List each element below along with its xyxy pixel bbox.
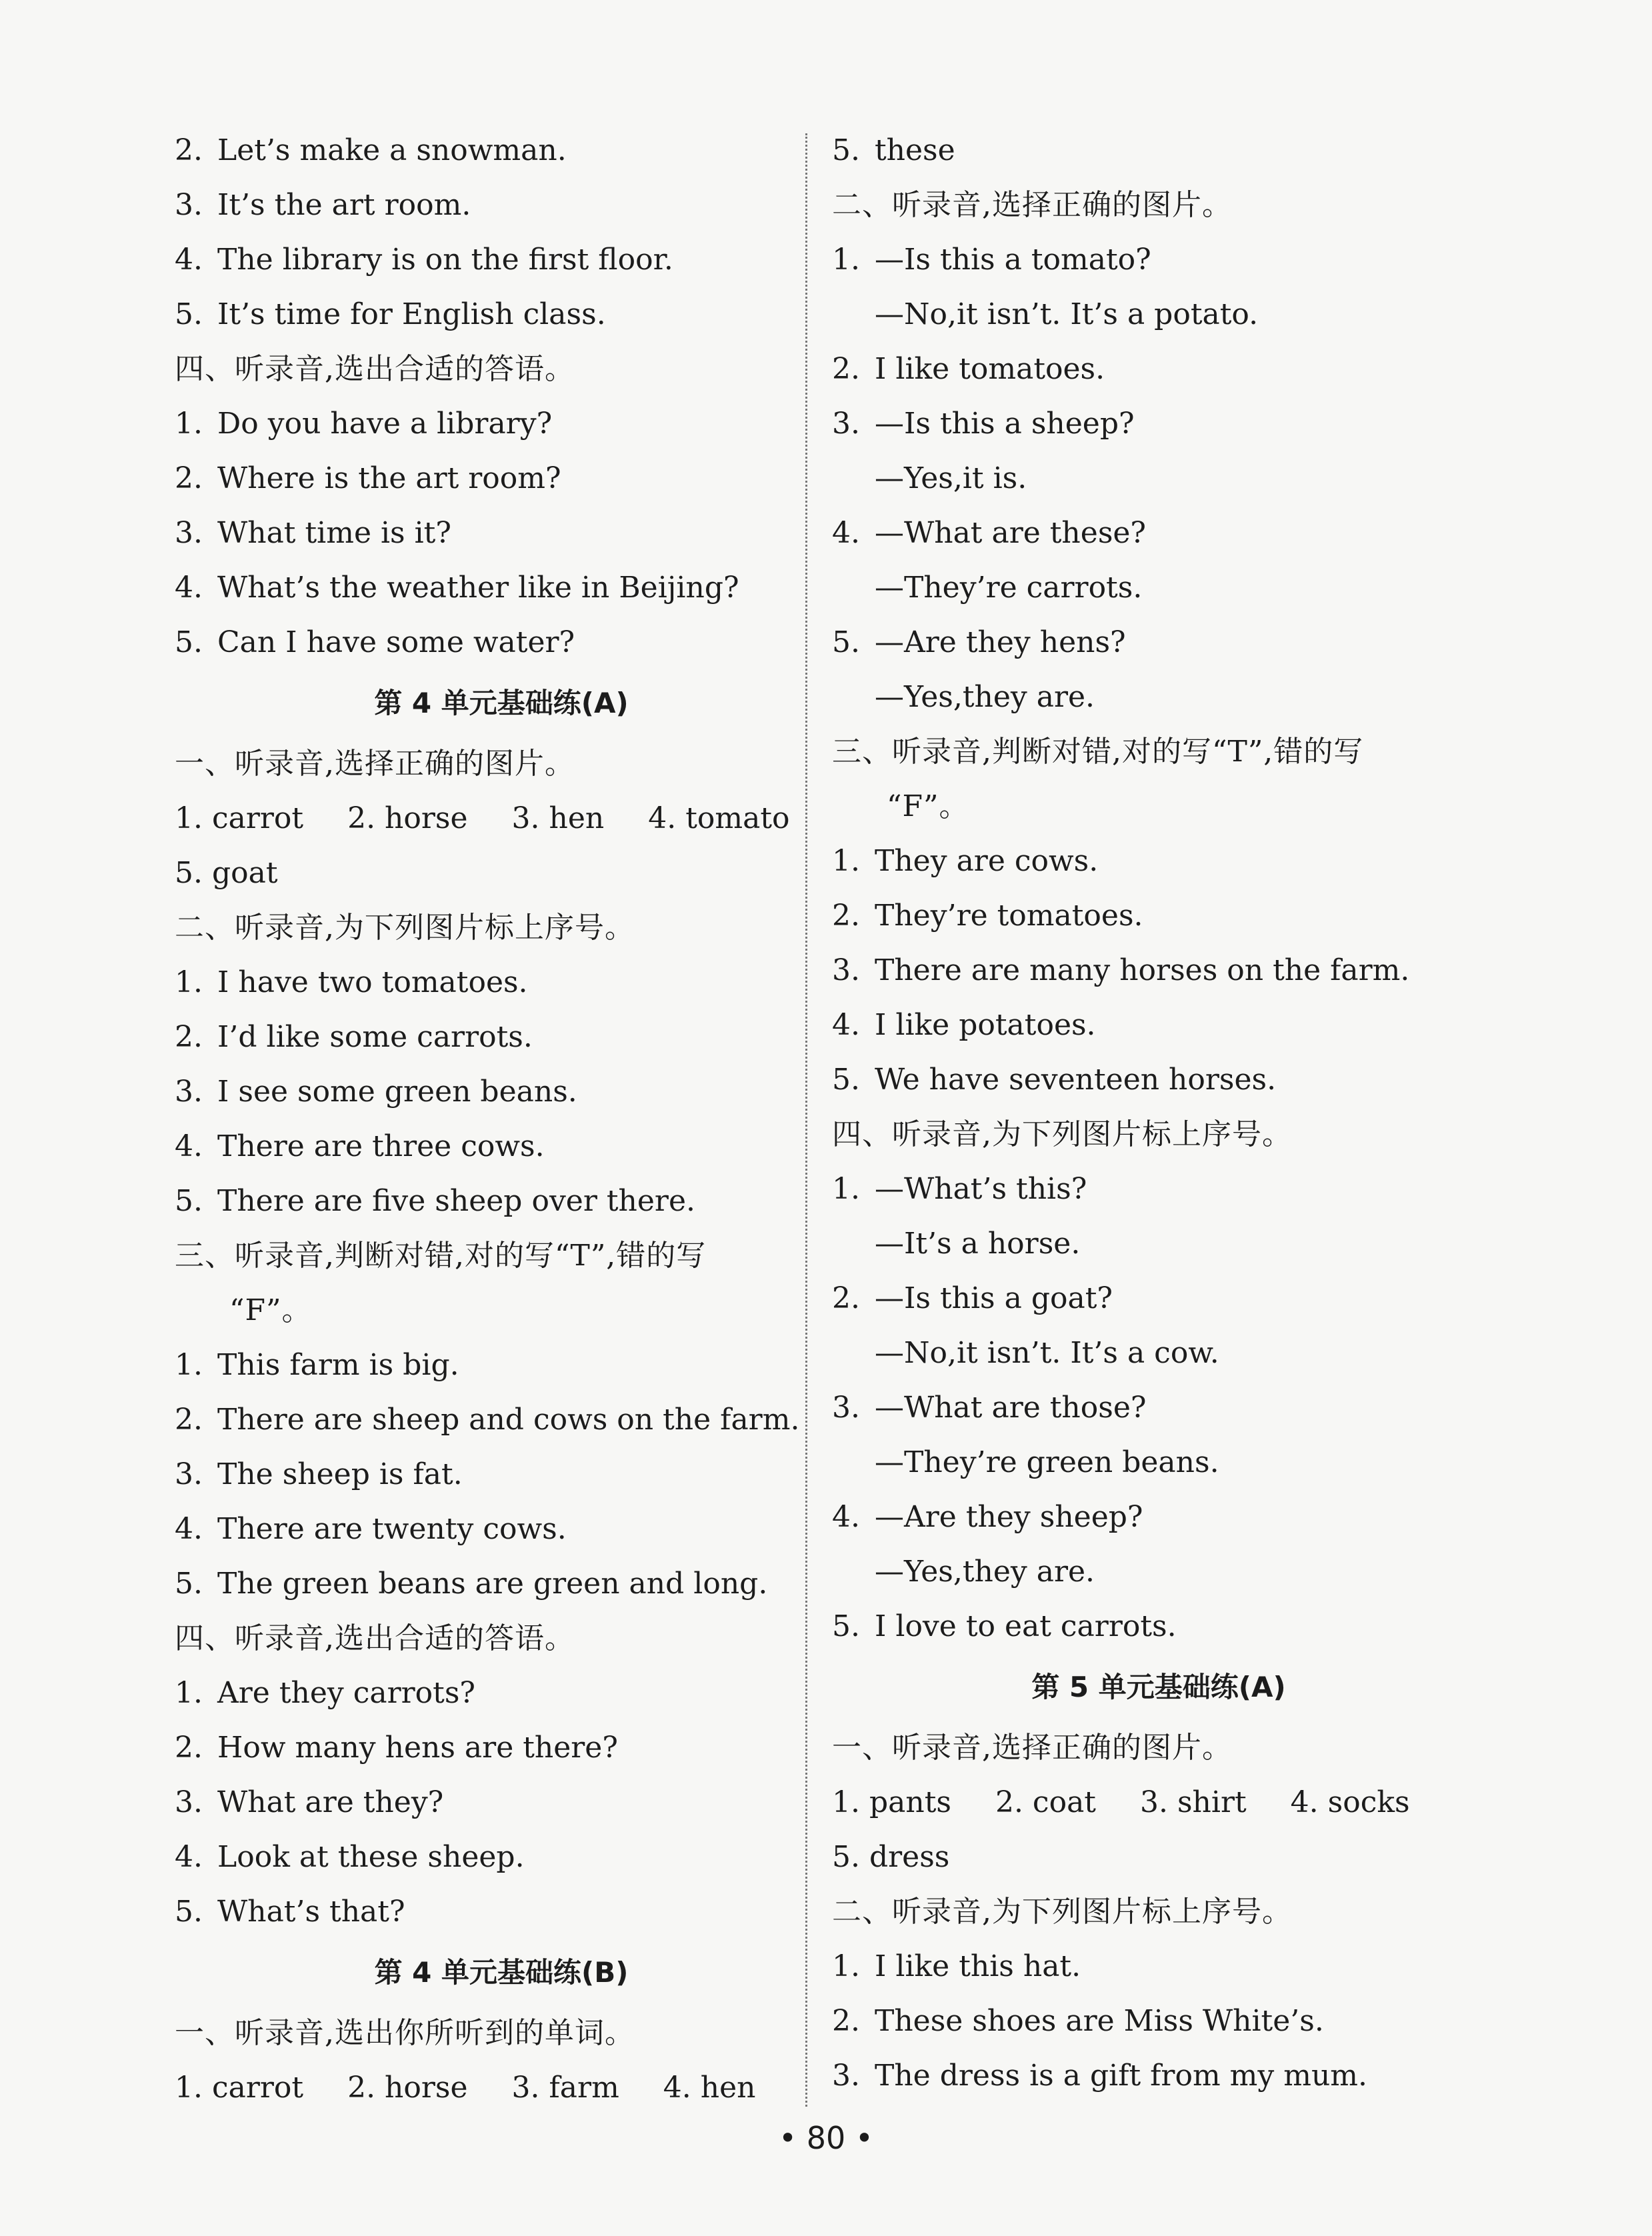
list-item xyxy=(175,1174,828,1229)
item-text: What’s that? xyxy=(217,1895,405,1929)
item-number: 4. xyxy=(832,1008,860,1042)
word-option: 4. hen xyxy=(663,2071,756,2105)
dialog-text: —No,it isn’t. It’s a cow. xyxy=(875,1336,1219,1370)
item-number: 2. xyxy=(175,1403,203,1437)
dialog-text: —What’s this? xyxy=(875,1172,1087,1206)
dialog-text: —Is this a sheep? xyxy=(875,407,1135,441)
word-option: 1. carrot xyxy=(175,2071,304,2105)
word-row xyxy=(175,2061,828,2115)
item-text: What’s the weather like in Beijing? xyxy=(217,571,739,605)
word-row xyxy=(832,1775,1485,1830)
item-text: It’s time for English class. xyxy=(217,297,606,331)
list-item xyxy=(175,1557,828,1611)
list-item xyxy=(832,123,1485,178)
item-text: It’s the art room. xyxy=(217,188,471,222)
dialog-text: —What are those? xyxy=(875,1391,1147,1425)
list-item xyxy=(832,998,1485,1053)
dialog-text: I love to eat carrots. xyxy=(875,1609,1177,1643)
item-text: I see some green beans. xyxy=(217,1075,577,1109)
item-number: 2. xyxy=(175,1020,203,1054)
dialog-line xyxy=(832,561,1485,615)
dialog-text: —Are they sheep? xyxy=(875,1500,1143,1534)
dialog-text: —No,it isn’t. It’s a potato. xyxy=(875,297,1259,331)
item-text: I have two tomatoes. xyxy=(217,965,528,999)
item-text: Can I have some water? xyxy=(217,625,575,659)
dialog-line xyxy=(832,1271,1485,1326)
list-item xyxy=(175,1830,828,1885)
word-option: 2. horse xyxy=(347,2071,468,2105)
item-text: There are twenty cows. xyxy=(217,1512,567,1546)
list-item xyxy=(175,287,828,342)
dialog-text: —Are they hens? xyxy=(875,625,1126,659)
word-option: 2. coat xyxy=(995,1785,1096,1819)
word-option: 5. dress xyxy=(832,1840,950,1874)
item-text: There are five sheep over there. xyxy=(217,1184,695,1218)
list-item xyxy=(175,1775,828,1830)
list-item xyxy=(832,1053,1485,1107)
dialog-text: —Yes,they are. xyxy=(875,680,1095,714)
unit-heading: 第 4 单元基础练(A) xyxy=(374,687,629,719)
item-number: 5. xyxy=(175,1895,203,1929)
list-item xyxy=(832,834,1485,889)
dialog-line xyxy=(832,1435,1485,1490)
list-item xyxy=(175,955,828,1010)
item-number: 3. xyxy=(175,1075,203,1109)
section-title: 二、听录音,选择正确的图片。 xyxy=(832,188,1232,222)
item-text: They are cows. xyxy=(875,844,1099,878)
item-number: 5. xyxy=(175,625,203,659)
item-text: Let’s make a snowman. xyxy=(217,133,567,167)
list-item xyxy=(175,1010,828,1065)
section-title: 三、听录音,判断对错,对的写“T”,错的写 xyxy=(832,735,1364,769)
item-number: 4. xyxy=(175,1129,203,1163)
list-item xyxy=(175,451,828,506)
dialog-line xyxy=(832,1162,1485,1217)
item-number: 4. xyxy=(175,1512,203,1546)
item-number: 1. xyxy=(175,407,203,441)
item-number: 1. xyxy=(175,965,203,999)
list-item xyxy=(175,1721,828,1775)
item-text: Look at these sheep. xyxy=(217,1840,525,1874)
item-number: 5. xyxy=(175,1567,203,1601)
section-title: 二、听录音,为下列图片标上序号。 xyxy=(832,1895,1292,1929)
word-option: 3. farm xyxy=(511,2071,619,2105)
dialog-line xyxy=(832,1381,1485,1435)
section-title: 四、听录音,为下列图片标上序号。 xyxy=(832,1117,1292,1151)
item-text: The sheep is fat. xyxy=(217,1457,463,1491)
item-number: 4. xyxy=(175,571,203,605)
unit-heading: 第 4 单元基础练(B) xyxy=(374,1956,629,1989)
dialog-line xyxy=(832,506,1485,561)
dialog-text: —Is this a tomato? xyxy=(875,243,1151,277)
item-number: 1. xyxy=(832,243,860,277)
dialog-text: —Yes,it is. xyxy=(875,461,1027,495)
list-item xyxy=(832,1994,1485,2049)
word-option: 3. hen xyxy=(511,801,605,835)
item-text: What are they? xyxy=(217,1785,444,1819)
list-item xyxy=(832,1939,1485,1994)
item-text: The green beans are green and long. xyxy=(217,1567,768,1601)
list-item xyxy=(175,1502,828,1557)
item-number: 3. xyxy=(832,953,860,987)
item-text: Are they carrots? xyxy=(217,1676,476,1710)
item-number: 4. xyxy=(175,243,203,277)
list-item xyxy=(175,1338,828,1393)
item-number: 2. xyxy=(832,2004,860,2038)
item-text: The library is on the first floor. xyxy=(217,243,673,277)
item-text: What time is it? xyxy=(217,516,451,550)
item-text: How many hens are there? xyxy=(217,1731,618,1765)
dialog-text: —They’re carrots. xyxy=(875,571,1143,605)
list-item xyxy=(175,233,828,287)
list-item xyxy=(175,1065,828,1119)
dialog-line xyxy=(832,615,1485,670)
dialog-text: —It’s a horse. xyxy=(875,1227,1081,1261)
left-column xyxy=(175,123,828,2115)
word-option: 1. pants xyxy=(832,1785,951,1819)
item-number: 3. xyxy=(175,516,203,550)
item-text: They’re tomatoes. xyxy=(875,899,1143,933)
item-text: Where is the art room? xyxy=(217,461,561,495)
dialog-line xyxy=(832,451,1485,506)
item-text: This farm is big. xyxy=(217,1348,459,1382)
dialog-text: I like tomatoes. xyxy=(875,352,1105,386)
section-title: 四、听录音,选出合适的答语。 xyxy=(175,1621,575,1655)
word-row xyxy=(175,791,828,846)
item-number: 3. xyxy=(175,188,203,222)
section-title: 一、听录音,选出你所听到的单词。 xyxy=(175,2016,635,2050)
item-number: 3. xyxy=(832,1391,860,1425)
dialog-text: —Yes,they are. xyxy=(875,1555,1095,1589)
dialog-text: —Is this a goat? xyxy=(875,1281,1113,1315)
dialog-text: —They’re green beans. xyxy=(875,1445,1219,1479)
item-number: 1. xyxy=(832,1172,860,1206)
dialog-line xyxy=(832,1599,1485,1654)
word-option: 4. tomato xyxy=(648,801,790,835)
item-number: 2. xyxy=(832,899,860,933)
word-option: 5. goat xyxy=(175,856,278,890)
section-title-cont: “F”。 xyxy=(887,789,969,823)
list-item xyxy=(175,1119,828,1174)
item-number: 2. xyxy=(175,1731,203,1765)
section-title: 三、听录音,判断对错,对的写“T”,错的写 xyxy=(175,1239,707,1273)
item-number: 3. xyxy=(832,407,860,441)
dialog-line xyxy=(832,233,1485,287)
list-item xyxy=(175,123,828,178)
item-number: 5. xyxy=(175,1184,203,1218)
section-title: 四、听录音,选出合适的答语。 xyxy=(175,352,575,386)
list-item xyxy=(175,1666,828,1721)
dialog-line xyxy=(832,1217,1485,1271)
right-column xyxy=(832,123,1485,2103)
list-item xyxy=(175,397,828,451)
item-number: 4. xyxy=(832,1500,860,1534)
item-text: There are three cows. xyxy=(217,1129,545,1163)
dialog-text: —What are these? xyxy=(875,516,1147,550)
item-number: 1. xyxy=(175,1348,203,1382)
item-number: 4. xyxy=(832,516,860,550)
word-option: 3. shirt xyxy=(1139,1785,1247,1819)
item-text: I like this hat. xyxy=(875,1949,1081,1983)
item-number: 3. xyxy=(175,1785,203,1819)
item-number: 5. xyxy=(832,625,860,659)
page-number: • 80 • xyxy=(778,2120,874,2156)
section-title-cont: “F”。 xyxy=(229,1293,312,1327)
dialog-line xyxy=(832,342,1485,397)
item-text: There are many horses on the farm. xyxy=(875,953,1410,987)
item-number: 4. xyxy=(175,1840,203,1874)
item-text: The dress is a gift from my mum. xyxy=(875,2059,1367,2093)
item-text: Do you have a library? xyxy=(217,407,553,441)
item-text: These shoes are Miss White’s. xyxy=(875,2004,1324,2038)
dialog-line xyxy=(832,287,1485,342)
list-item xyxy=(832,2049,1485,2103)
list-item xyxy=(832,943,1485,998)
item-number: 2. xyxy=(175,133,203,167)
list-item xyxy=(175,178,828,233)
item-number: 1. xyxy=(832,1949,860,1983)
section-title: 一、听录音,选择正确的图片。 xyxy=(175,747,575,781)
list-item xyxy=(175,1885,828,1939)
item-number: 3. xyxy=(832,2059,860,2093)
item-number: 5. xyxy=(832,1063,860,1097)
list-item xyxy=(175,1447,828,1502)
list-item xyxy=(832,889,1485,943)
item-text: I like potatoes. xyxy=(875,1008,1096,1042)
item-number: 2. xyxy=(175,461,203,495)
item-number: 5. xyxy=(832,1609,860,1643)
item-text: these xyxy=(875,133,955,167)
item-number: 3. xyxy=(175,1457,203,1491)
item-number: 1. xyxy=(832,844,860,878)
item-number: 2. xyxy=(832,1281,860,1315)
dialog-line xyxy=(832,397,1485,451)
unit-heading: 第 5 单元基础练(A) xyxy=(1031,1671,1286,1703)
item-number: 2. xyxy=(832,352,860,386)
item-number: 5. xyxy=(832,133,860,167)
dialog-line xyxy=(832,670,1485,725)
section-title: 一、听录音,选择正确的图片。 xyxy=(832,1731,1232,1765)
item-number: 1. xyxy=(175,1676,203,1710)
item-text: I’d like some carrots. xyxy=(217,1020,533,1054)
word-option: 1. carrot xyxy=(175,801,304,835)
list-item xyxy=(175,506,828,561)
dialog-line xyxy=(832,1490,1485,1545)
item-text: There are sheep and cows on the farm. xyxy=(217,1403,800,1437)
word-option: 4. socks xyxy=(1290,1785,1410,1819)
list-item xyxy=(175,561,828,615)
item-text: We have seventeen horses. xyxy=(875,1063,1277,1097)
list-item xyxy=(175,615,828,670)
dialog-line xyxy=(832,1545,1485,1599)
dialog-line xyxy=(832,1326,1485,1381)
word-option: 2. horse xyxy=(347,801,468,835)
section-title: 二、听录音,为下列图片标上序号。 xyxy=(175,911,635,945)
item-number: 5. xyxy=(175,297,203,331)
list-item xyxy=(175,1393,828,1447)
